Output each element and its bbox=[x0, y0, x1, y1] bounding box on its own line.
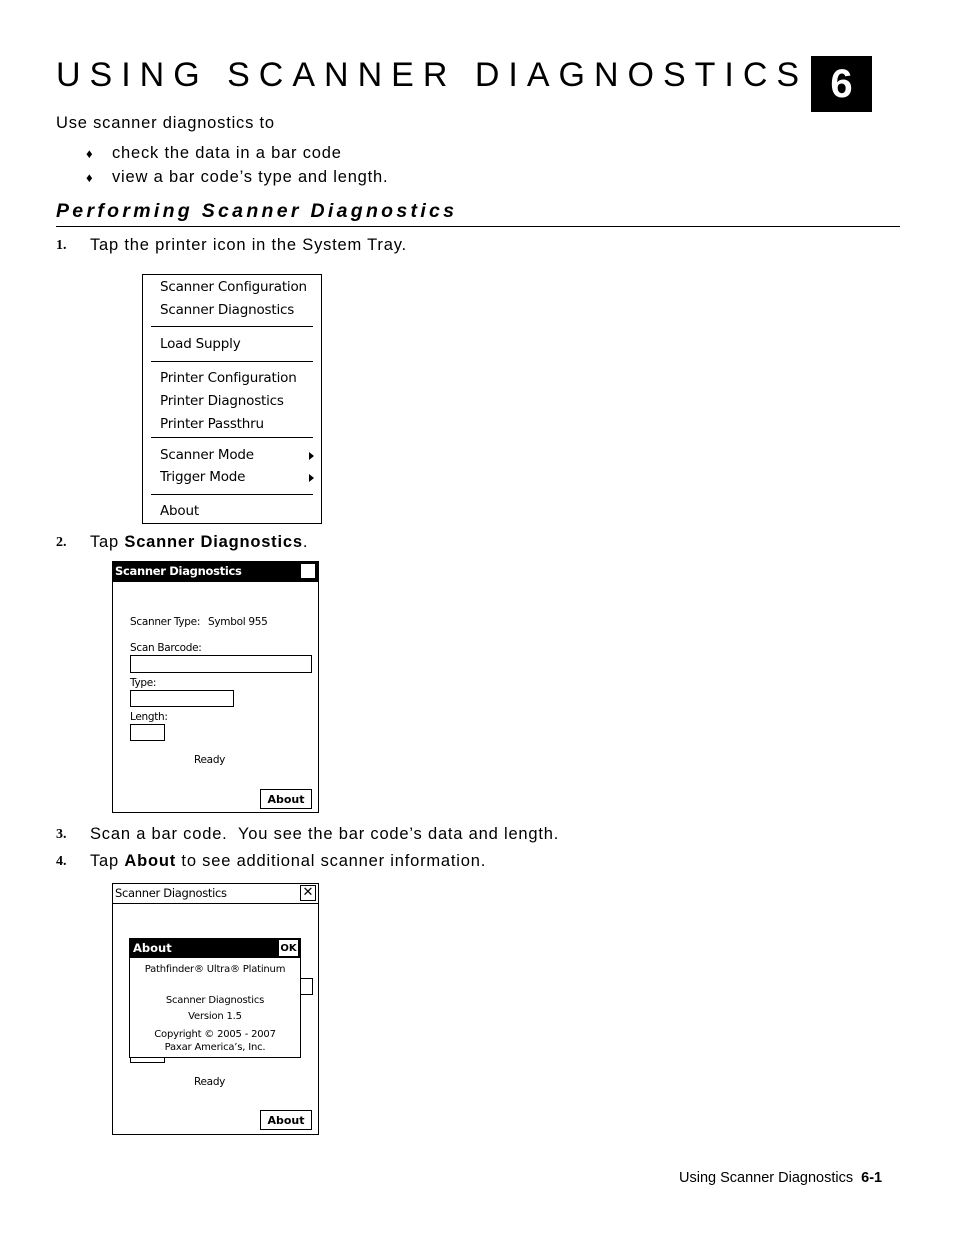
section-divider bbox=[56, 226, 900, 227]
menu-item-scanner-mode[interactable]: Scanner Mode bbox=[160, 447, 254, 463]
scan-barcode-label: Scan Barcode: bbox=[130, 642, 202, 654]
page-number: 6-1 bbox=[861, 1170, 883, 1186]
about-copyright: Copyright © 2005 - 2007 bbox=[154, 1029, 276, 1040]
window-title: Scanner Diagnostics bbox=[115, 886, 227, 900]
menu-separator bbox=[151, 361, 313, 362]
menu-separator bbox=[151, 437, 313, 438]
length-label: Length: bbox=[130, 711, 168, 723]
step-text: Scan a bar code. You see the bar code’s data and length. bbox=[90, 825, 560, 843]
close-icon[interactable]: ✕ bbox=[300, 885, 316, 901]
menu-item-printer-diagnostics[interactable]: Printer Diagnostics bbox=[160, 393, 284, 409]
step-text-post: . bbox=[302, 533, 309, 551]
length-field[interactable] bbox=[130, 724, 165, 741]
step-text: Tap the printer icon in the System Tray. bbox=[90, 236, 407, 254]
step-number: 1. bbox=[56, 238, 67, 253]
step-number: 2. bbox=[56, 535, 67, 550]
status-text: Ready bbox=[194, 1076, 226, 1088]
section-heading: Performing Scanner Diagnostics bbox=[56, 200, 458, 222]
step-number: 3. bbox=[56, 827, 67, 842]
menu-item-printer-configuration[interactable]: Printer Configuration bbox=[160, 370, 297, 386]
menu-item-scanner-configuration[interactable]: Scanner Configuration bbox=[160, 279, 307, 295]
bullet-item: check the data in a bar code bbox=[112, 144, 342, 162]
step-text-bold: About bbox=[124, 852, 177, 870]
submenu-arrow-icon bbox=[309, 452, 314, 460]
window-title: Scanner Diagnostics bbox=[115, 564, 242, 578]
title-bar bbox=[113, 884, 318, 904]
about-product-name: Pathfinder® Ultra® Platinum bbox=[144, 964, 286, 975]
menu-item-load-supply[interactable]: Load Supply bbox=[160, 336, 241, 352]
menu-item-trigger-mode[interactable]: Trigger Mode bbox=[160, 469, 246, 485]
scan-barcode-field[interactable] bbox=[130, 655, 312, 673]
page-footer bbox=[679, 1170, 882, 1186]
about-title-bar bbox=[130, 939, 300, 958]
menu-item-scanner-diagnostics[interactable]: Scanner Diagnostics bbox=[160, 302, 295, 318]
about-title: About bbox=[133, 941, 172, 955]
step-text-bold: Scanner Diagnostics bbox=[124, 533, 303, 551]
submenu-arrow-icon bbox=[309, 474, 314, 482]
type-field[interactable] bbox=[130, 690, 234, 707]
intro-text: Use scanner diagnostics to bbox=[56, 114, 275, 132]
about-popup bbox=[129, 938, 301, 1058]
menu-item-printer-passthru[interactable]: Printer Passthru bbox=[160, 416, 264, 432]
scanner-type-label: Scanner Type: bbox=[130, 616, 201, 628]
about-company: Paxar America’s, Inc. bbox=[164, 1042, 266, 1053]
bullet-diamond-icon: ♦ bbox=[86, 170, 93, 185]
about-button[interactable]: About bbox=[260, 1110, 312, 1130]
step-text bbox=[90, 533, 308, 552]
menu-separator bbox=[151, 326, 313, 327]
step-text-pre: Tap bbox=[90, 533, 125, 551]
scanner-diagnostics-window bbox=[112, 561, 319, 813]
type-label: Type: bbox=[130, 677, 157, 689]
ok-button[interactable]: OK bbox=[279, 940, 298, 956]
scanner-type-value: Symbol 955 bbox=[208, 616, 268, 628]
step-text-pre: Tap bbox=[90, 852, 125, 870]
about-button[interactable]: About bbox=[260, 789, 312, 809]
tray-context-menu bbox=[142, 274, 322, 524]
menu-separator bbox=[151, 494, 313, 495]
about-version: Version 1.5 bbox=[188, 1011, 242, 1022]
status-text: Ready bbox=[194, 754, 226, 766]
chapter-number-badge: 6 bbox=[811, 56, 872, 112]
menu-item-about[interactable]: About bbox=[160, 503, 199, 519]
footer-text: Using Scanner Diagnostics bbox=[679, 1170, 854, 1186]
bullet-diamond-icon: ♦ bbox=[86, 146, 93, 161]
about-app-name: Scanner Diagnostics bbox=[165, 995, 265, 1006]
scan-barcode-field-partial bbox=[299, 978, 313, 995]
bullet-item: view a bar code’s type and length. bbox=[112, 168, 389, 186]
close-icon[interactable]: ✕ bbox=[300, 563, 316, 579]
step-text bbox=[90, 852, 486, 871]
title-bar bbox=[113, 562, 318, 582]
step-text-post: to see additional scanner information. bbox=[176, 852, 487, 870]
chapter-title: USING SCANNER DIAGNOSTICS bbox=[56, 56, 809, 94]
step-number: 4. bbox=[56, 854, 67, 869]
scanner-diagnostics-window-about bbox=[112, 883, 319, 1135]
